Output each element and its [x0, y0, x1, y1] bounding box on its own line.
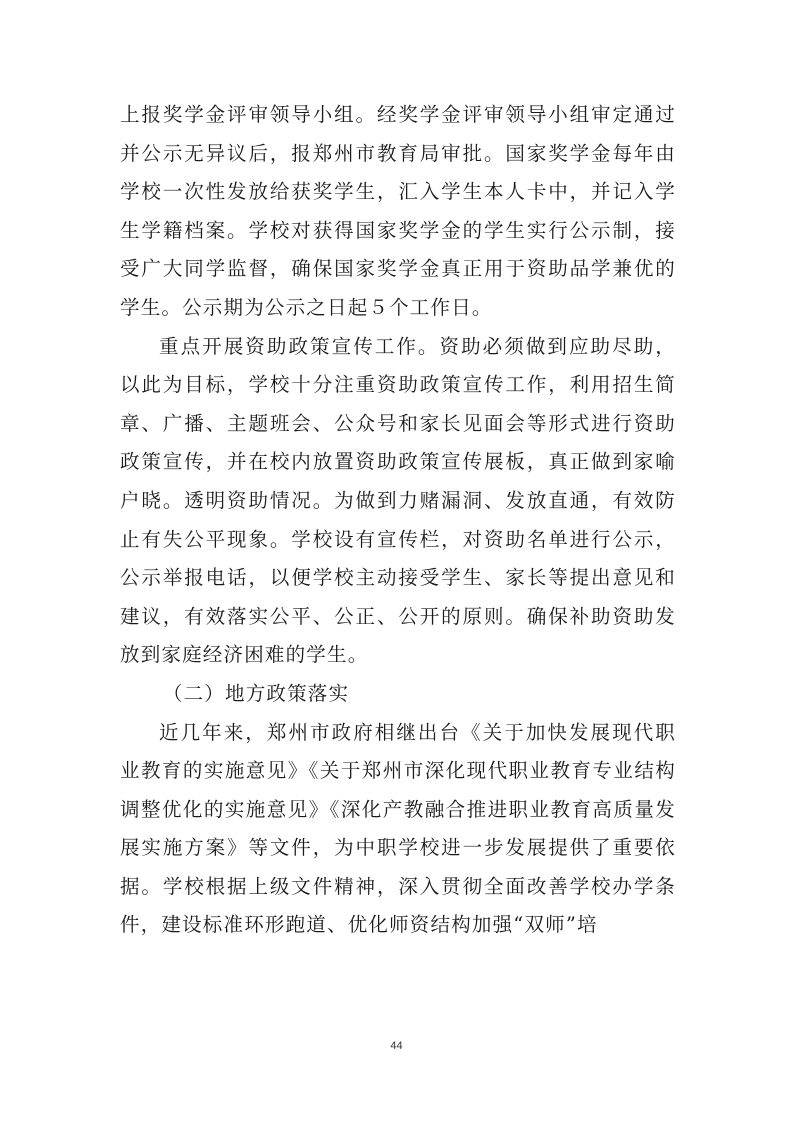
paragraph-publicity: 重点开展资助政策宣传工作。资助必须做到应助尽助，以此为目标，学校十分注重资助政策宣传工作，利用招生简章、广播、主题班会、公众号和家长见面会等形式进行资助政策宣传，并在校内放置资助政策宣传展板，真正做到家喻户晓。透明资助情况。为做到力赌漏洞、发放直通，有效防止有失公平现象。学校设有宣传栏，对资助名单进行公示，公示举报电话，以便学校主动接受学生、家长等提出意见和建议，有效落实公平、公正、公开的原则。确保补助资助发放到家庭经济困难的学生。: [120, 334, 676, 667]
paragraph-continued: 上报奖学金评审领导小组。经奖学金评审领导小组审定通过并公示无异议后，报郑州市教育局审批。国家奖学金每年由学校一次性发放给获奖学生，汇入学生本人卡中，并记入学生学籍档案。学校对获得国家奖学金的学生实行公示制，接受广大同学监督，确保国家奖学金真正用于资助品学兼优的学生。公示期为公示之日起５个工作日。: [120, 103, 676, 319]
page-number: 44: [390, 1040, 403, 1052]
section-heading: （二）地方政策落实: [162, 681, 350, 705]
body-text: [120, 96, 676, 945]
paragraph-local-policy: 近几年来，郑州市政府相继出台《关于加快发展现代职业教育的实施意见》《关于郑州市深化现代职业教育专业结构调整优化的实施意见》《深化产教融合推进职业教育高质量发展实施方案》等文件，为中职学校进一步发展提供了重要依据。学校根据上级文件精神，深入贯彻全面改善学校办学条件，建设标准环形跑道、优化师资结构加强“双师”培: [120, 720, 676, 937]
